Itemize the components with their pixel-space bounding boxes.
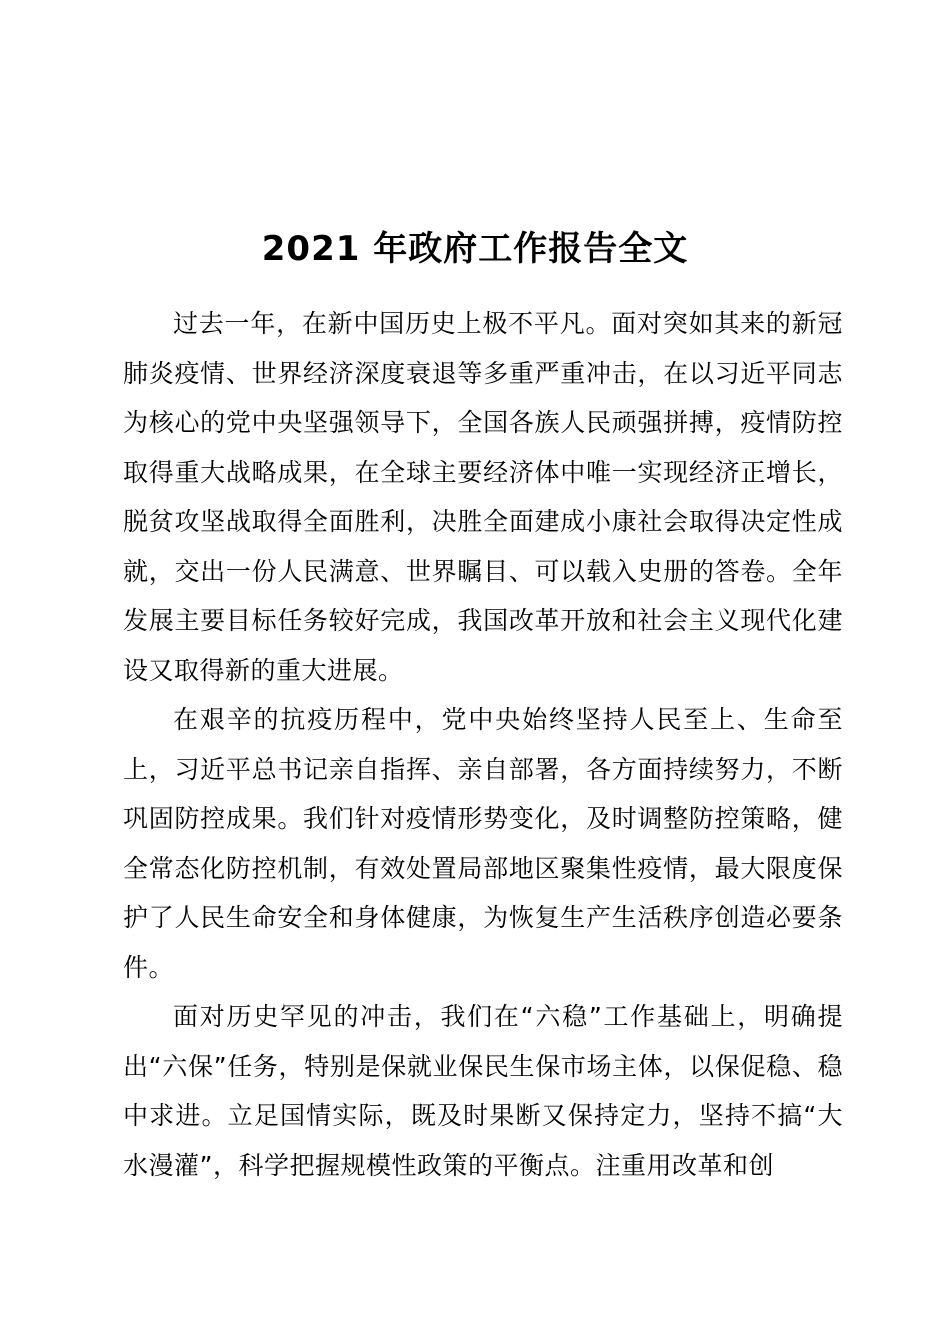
document-title: 2021 年政府工作报告全文: [261, 229, 689, 269]
paragraph-1: 过去一年，在新中国历史上极不平凡。面对突如其来的新冠肺炎疫情、世界经济深度衰退等多重严重冲击，在以习近平同志为核心的党中央坚强领导下，全国各族人民顽强拼搏，疫情防控取得重大战略成果，在全球主要经济体中唯一实现经济正增长，脱贫攻坚战取得全面胜利，决胜全面建成小康社会取得决定性成就，交出一份人民满意、世界瞩目、可以载入史册的答卷。全年发展主要目标任务较好完成，我国改革开放和社会主义现代化建设又取得新的重大进展。: [123, 309, 843, 685]
paragraph-2: 在艰辛的抗疫历程中，党中央始终坚持人民至上、生命至上，习近平总书记亲自指挥、亲自部署，各方面持续努力，不断巩固防控成果。我们针对疫情形势变化，及时调整防控策略，健全常态化防控机制，有效处置局部地区聚集性疫情，最大限度保护了人民生命安全和身体健康，为恢复生产生活秩序创造必要条件。: [123, 705, 843, 982]
paragraph-3: 面对历史罕见的冲击，我们在“六稳”工作基础上，明确提出“六保”任务，特别是保就业保民生保市场主体，以保促稳、稳中求进。立足国情实际，既及时果断又保持定力，坚持不搞“大水漫灌”，科学把握规模性政策的平衡点。注重用改革和创: [123, 1002, 843, 1180]
document-body: [123, 299, 843, 1190]
